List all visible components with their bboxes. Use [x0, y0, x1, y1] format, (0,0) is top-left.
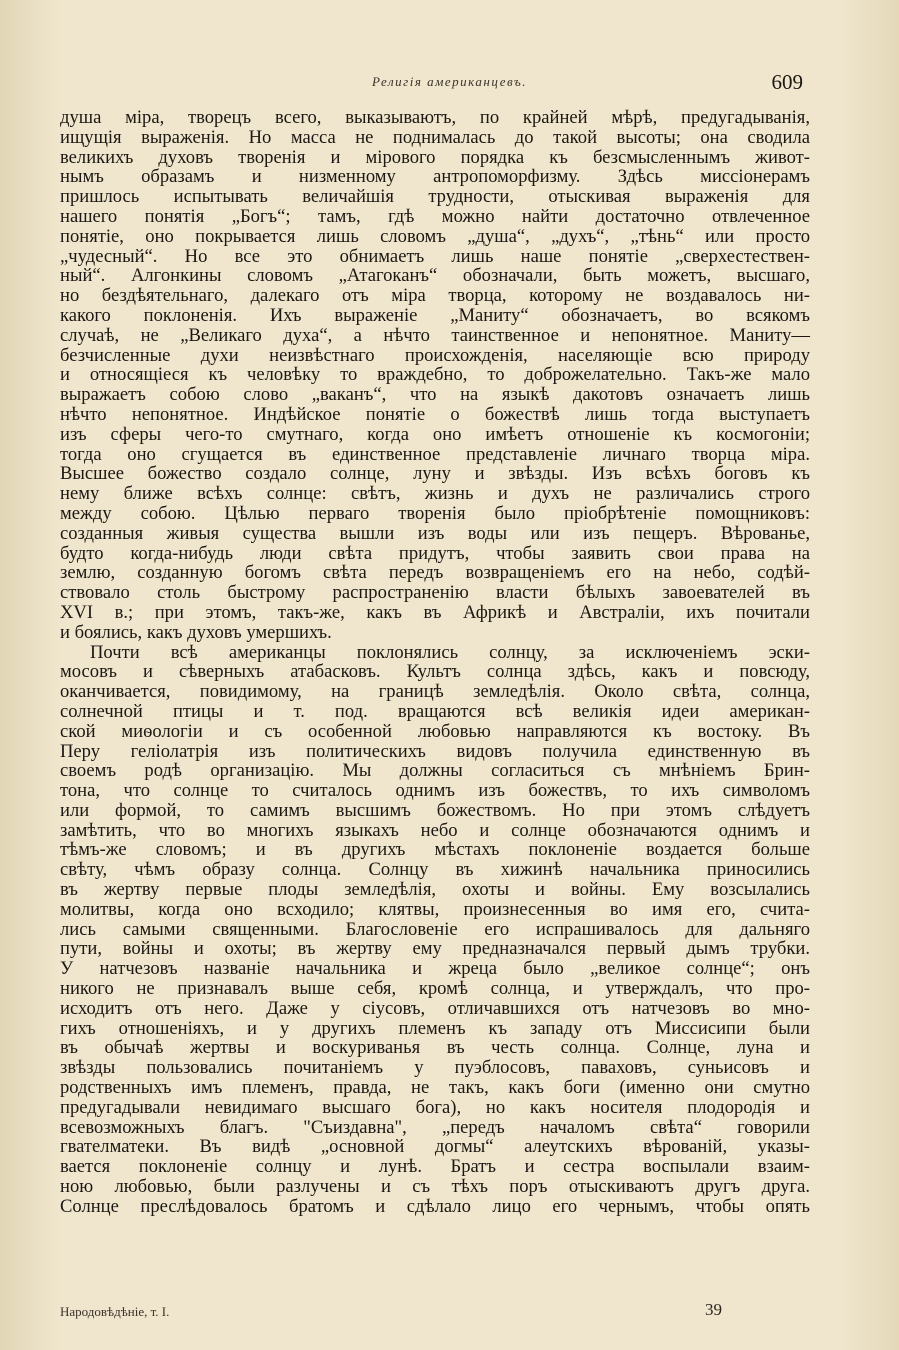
text-line: въ жертву первые плоды земледѣлія, охоты и войны. Ему возсылались [60, 879, 810, 901]
text-line: выражаетъ собою слово „ваканъ“, что на языкѣ дакотовъ означаетъ лишь [60, 384, 810, 406]
text-line: лись самыми священными. Благословеніе его испрашивалось для дальняго [60, 918, 810, 940]
text-line: созданныя живыя существа вышли изъ воды или изъ пещеръ. Вѣрованье, [60, 522, 810, 544]
body-text [60, 108, 810, 1217]
text-line: замѣтить, что во многихъ языкахъ небо и солнце обозначаются однимъ и [60, 819, 810, 841]
text-line: солнечной птицы и т. под. вращаются всѣ великія идеи американ- [60, 700, 810, 722]
text-line: ный“. Алгонкины словомъ „Атагоканъ“ обозначали, быть можетъ, высшаго, [60, 265, 810, 287]
text-line: какого поклоненія. Ихъ выраженіе „Маниту“ обозначаетъ, во всякомъ [60, 304, 810, 326]
page-header [60, 70, 839, 100]
printer-signature: Народовѣдѣніе, т. I. [60, 1304, 170, 1319]
text-line: нѣчто непонятное. Индѣйское понятіе о божествѣ лишь тогда выступаетъ [60, 403, 810, 425]
text-line: молитвы, когда оно всходило; клятвы, произнесенныя во имя его, счита- [60, 898, 810, 920]
text-line: нымъ образамъ и низменному антропоморфизму. Здѣсь миссіонерамъ [60, 166, 810, 188]
text-line: душа міра, творецъ всего, выказываютъ, по крайней мѣрѣ, предугадыванія, [60, 107, 810, 128]
text-line: вается поклоненіе солнцу и лунѣ. Братъ и сестра воспылали взаим- [60, 1156, 810, 1178]
text-line: и относящіеся къ человѣку то враждебно, то доброжелательно. Такъ-же мало [60, 364, 810, 386]
text-line: землю, созданную богомъ свѣта передъ возвращеніемъ его на небо, содѣй- [60, 562, 810, 584]
text-line: Почти всѣ американцы поклонялись солнцу, за исключеніемъ эски- [90, 641, 810, 663]
page-footer [60, 1300, 810, 1322]
text-line: безчисленные духи неизвѣстнаго происхожденія, населяющіе всю природу [60, 344, 810, 366]
running-title: Религія американцевъ. [372, 74, 527, 89]
text-line: предугадывали невидимаго высшаго бога), но какъ носителя плодородія и [60, 1096, 810, 1118]
text-line: ною любовью, были разлучены и съ тѣхъ поръ отыскиваютъ другъ друга. [60, 1176, 810, 1198]
text-line: свѣту, чѣмъ образу солнца. Солнцу въ хижинѣ начальника приносились [60, 859, 810, 881]
text-line: въ обычаѣ жертвы и воскуриванья въ честь солнца. Солнце, луна и [60, 1037, 810, 1059]
text-line: гихъ отношеніяхъ, и у другихъ племенъ къ западу отъ Миссисипи были [60, 1017, 810, 1039]
text-line: и боялись, какъ духовъ умершихъ. [60, 621, 332, 643]
text-line: своемъ родѣ организацію. Мы должны согласиться съ мнѣніемъ Брин- [60, 760, 810, 782]
text-line: звѣзды пользовались почитаніемъ у пуэблосовъ, паваховъ, суньисовъ и [60, 1057, 810, 1079]
text-line: Солнце преслѣдовалось братомъ и сдѣлало лицо его чернымъ, чтобы опять [60, 1195, 810, 1217]
text-line: мосовъ и сѣверныхъ атабасковъ. Культъ солнца здѣсь, какъ и повсюду, [60, 661, 810, 683]
text-line: или формой, то самимъ высшимъ божествомъ. Но при этомъ слѣдуетъ [60, 799, 810, 821]
text-line: тона, что солнце то считалось однимъ изъ божествъ, то ихъ символомъ [60, 780, 810, 802]
sheet-number: 39 [705, 1300, 722, 1319]
text-line: XVI в.; при этомъ, такъ-же, какъ въ Африкѣ и Австраліи, ихъ почитали [60, 601, 810, 623]
text-line: случаѣ, не „Великаго духа“, а нѣчто таинственное и непонятное. Маниту— [60, 324, 810, 346]
text-line: ской миѳологіи и съ особенной любовью направляются къ востоку. Въ [60, 720, 810, 742]
text-line: родственныхъ имъ племенъ, правда, не такъ, какъ боги (именно они смутно [60, 1077, 810, 1099]
page-number: 609 [771, 70, 803, 94]
text-line: пришлось испытывать величайшія трудности, отыскивая выраженія для [60, 186, 810, 208]
text-line: нашего понятія „Богъ“; тамъ, гдѣ можно найти достаточно отвлеченное [60, 205, 810, 227]
text-line: понятіе, оно покрывается лишь словомъ „душа“, „духъ“, „тѣнь“ или просто [60, 225, 810, 247]
text-line: всевозможныхъ благъ. "Съиздавна", „передъ началомъ свѣта“ говорили [60, 1116, 810, 1138]
text-line: пути, войны и охоты; въ жертву ему предназначался первый дымъ трубки. [60, 938, 810, 960]
text-line: никого не признавалъ выше себя, кромѣ солнца, и утверждалъ, что про- [60, 978, 810, 1000]
text-line: оканчивается, повидимому, на границѣ земледѣлія. Около свѣта, солнца, [60, 681, 810, 703]
text-line: нему ближе всѣхъ солнце: свѣтъ, жизнь и духъ не различались строго [60, 483, 810, 505]
text-line: ищущія выраженія. Но масса не поднималась до такой высоты; она сводила [60, 126, 810, 148]
text-line: но бездѣятельнаго, далекаго отъ міра творца, которому не воздавалось ни- [60, 285, 810, 307]
text-line: изъ сферы чего-то смутнаго, когда оно имѣетъ отношеніе къ космогоніи; [60, 423, 810, 445]
text-line: гвателматеки. Въ видѣ „основной догмы“ алеутскихъ вѣрованій, указы- [60, 1136, 810, 1158]
text-line: тогда оно сгущается въ единственное представленіе личнаго творца міра. [60, 443, 810, 465]
text-line: „чудесный“. Но все это обнимаетъ лишь наше понятіе „сверхестествен- [60, 245, 810, 267]
text-line: исходитъ отъ него. Даже у сіусовъ, отличавшихся отъ натчезовъ во мно- [60, 997, 810, 1019]
text-line: великихъ духовъ творенія и мірового порядка къ безсмысленнымъ живот- [60, 146, 810, 168]
text-line: У натчезовъ названіе начальника и жреца было „великое солнце“; онъ [60, 958, 810, 980]
text-line: будто когда-нибудь люди свѣта придутъ, чтобы заявить свои права на [60, 542, 810, 564]
text-line: Высшее божество создало солнце, луну и звѣзды. Изъ всѣхъ боговъ къ [60, 463, 810, 485]
text-line: тѣмъ-же словомъ; и въ другихъ мѣстахъ поклоненіе воздается больше [60, 839, 810, 861]
text-line: Перу геліолатрія изъ политическихъ видовъ получила единственную въ [60, 740, 810, 762]
text-line: между собою. Цѣлью перваго творенія было пріобрѣтеніе помощниковъ: [60, 502, 810, 524]
text-line: ствовало столь быстрому распространенію власти бѣлыхъ завоевателей въ [60, 582, 810, 604]
